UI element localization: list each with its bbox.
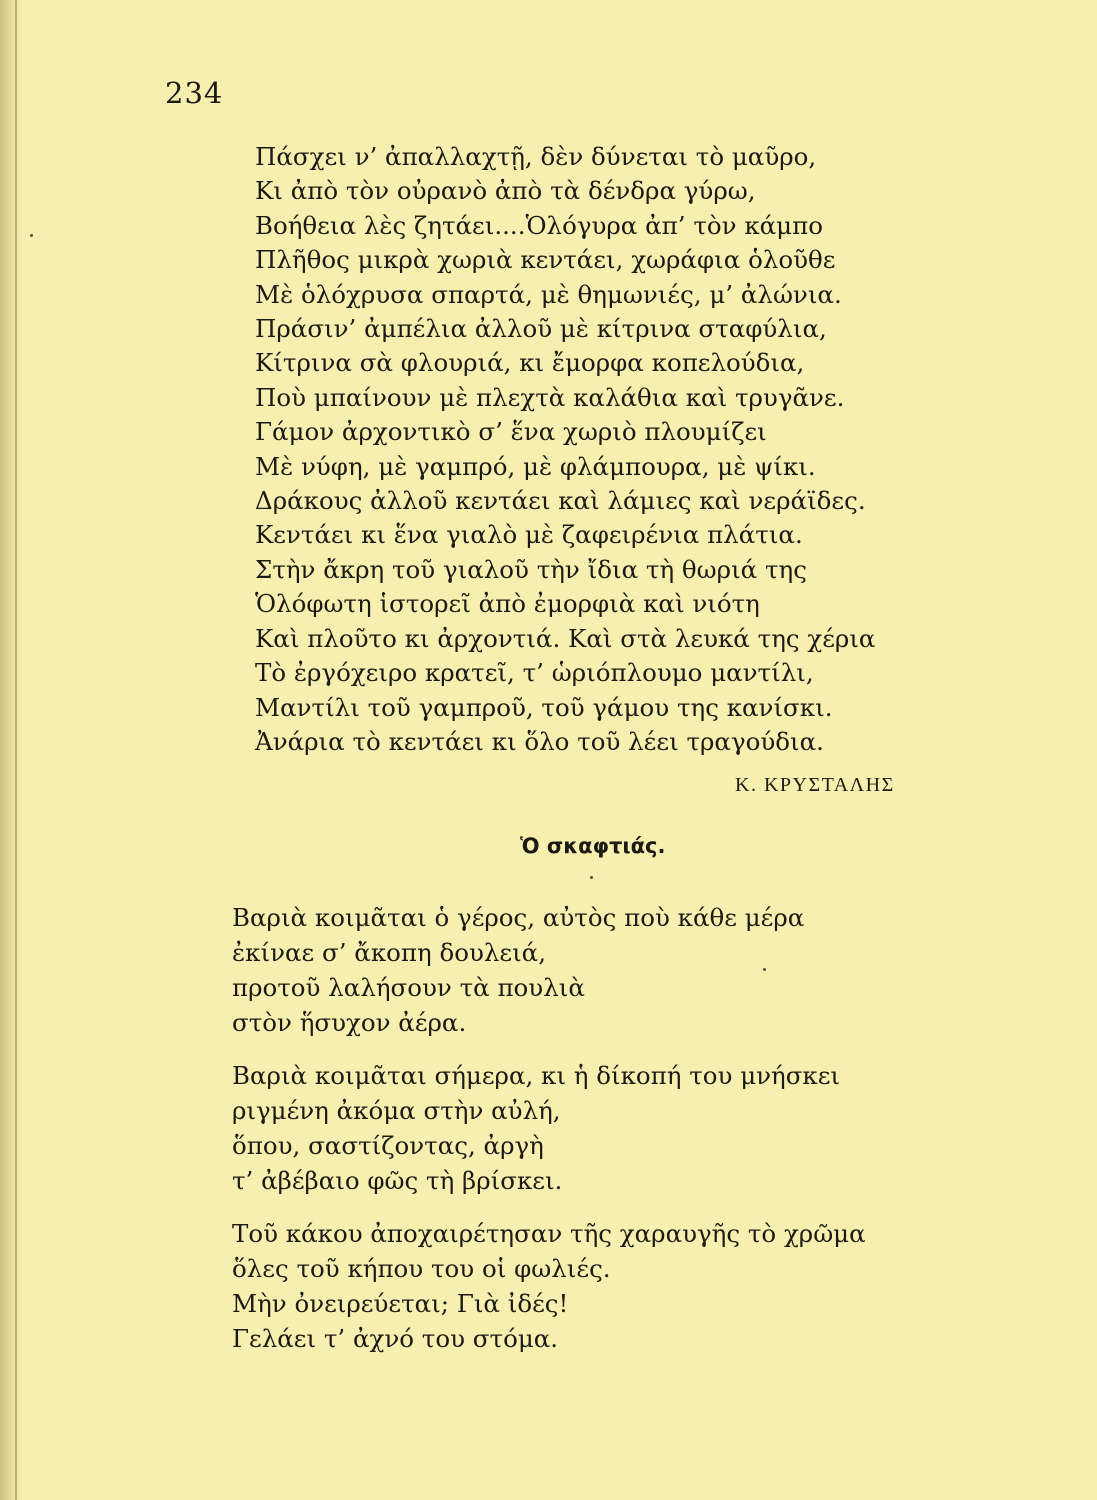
poem-line: Γελάει τ’ ἀχνό του στόμα. (232, 1324, 559, 1353)
paper-speck (590, 876, 593, 879)
poem-line: τ’ ἀβέβαιο φῶς τὴ βρίσκει. (232, 1166, 563, 1195)
poem-stanza (255, 140, 1015, 759)
paper-speck (763, 968, 766, 971)
poem-line: Μὲ ὁλόχρυσα σπαρτά, μὲ θημωνιές, μ’ ἀλώνια. (255, 279, 842, 309)
poem-line: Κίτρινα σὰ φλουριά, κι ἔμορφα κοπελούδια, (255, 348, 805, 378)
poem-line: Κι ἀπὸ τὸν οὐρανὸ ἀπὸ τὰ δένδρα γύρω, (255, 176, 756, 206)
poem-line: ὅπου, σαστίζοντας, ἀργὴ (232, 1131, 544, 1160)
poem-stanza (232, 1216, 1032, 1356)
page-gutter-shadow (0, 0, 22, 1500)
poem-line: Στὴν ἄκρη τοῦ γιαλοῦ τὴν ἴδια τὴ θωριά της (255, 554, 807, 584)
poem-line: Βαριὰ κοιμᾶται ὁ γέρος, αὐτὸς ποὺ κάθε μέρα (232, 903, 805, 932)
poem-line: Μὴν ὀνειρεύεται; Γιὰ ἰδές! (232, 1289, 569, 1318)
poem-stanza (232, 1058, 1032, 1198)
author-signature: Κ. ΚΡΥΣΤΑΛΗΣ (735, 774, 895, 796)
poem-line: Τοῦ κάκου ἀποχαιρέτησαν τῆς χαραυγῆς τὸ χρῶμα (232, 1219, 866, 1248)
poem-line: Πράσιν’ ἀμπέλια ἀλλοῦ μὲ κίτρινα σταφύλια, (255, 314, 827, 344)
poem-line: Τὸ ἐργόχειρο κρατεῖ, τ’ ὡριόπλουμο μαντίλι, (255, 658, 814, 688)
poem-line: ριγμένη ἀκόμα στὴν αὐλή, (232, 1096, 561, 1125)
poem-line: προτοῦ λαλήσουν τὰ πουλιὰ (232, 973, 585, 1002)
poem-line: Καὶ πλοῦτο κι ἀρχοντιά. Καὶ στὰ λευκά της χέρια (255, 623, 876, 653)
poem-title: Ὁ σκαφτιάς. (520, 834, 666, 858)
poem-line: ἐκίναε σ’ ἄκοπη δουλειά, (232, 938, 547, 967)
poem-line: Βοήθεια λὲς ζητάει....Ὁλόγυρα ἀπ’ τὸν κάμπο (255, 210, 823, 240)
gutter-line (15, 0, 17, 1500)
poem-line: Βαριὰ κοιμᾶται σήμερα, κι ἡ δίκοπή του μνήσκει (232, 1061, 841, 1090)
poem-line: Πάσχει ν’ ἀπαλλαχτῇ, δὲν δύνεται τὸ μαῦρο, (255, 142, 817, 171)
poem-line: Μὲ νύφη, μὲ γαμπρό, μὲ φλάμπουρα, μὲ ψίκι. (255, 451, 816, 481)
poem-line: Κεντάει κι ἕνα γιαλὸ μὲ ζαφειρένια πλάτια. (255, 520, 803, 550)
paper-speck (30, 234, 33, 237)
poem-line: στὸν ἥσυχον ἀέρα. (232, 1008, 467, 1037)
poem-line: Γάμον ἀρχοντικὸ σ’ ἕνα χωριὸ πλουμίζει (255, 417, 767, 447)
poem-line: Μαντίλι τοῦ γαμπροῦ, τοῦ γάμου της κανίσκι. (255, 692, 833, 722)
page-number: 234 (165, 76, 224, 110)
poem-line: Δράκους ἀλλοῦ κεντάει καὶ λάμιες καὶ νεράϊδες. (255, 486, 866, 516)
poem-line: Ὁλόφωτη ἱστορεῖ ἀπὸ ἐμορφιὰ καὶ νιότη (255, 589, 760, 619)
poem-line: Ἀνάρια τὸ κεντάει κι ὅλο τοῦ λέει τραγούδια. (255, 726, 824, 756)
poem-line: Πλῆθος μικρὰ χωριὰ κεντάει, χωράφια ὁλοῦθε (255, 245, 836, 275)
poem-line: Ποὺ μπαίνουν μὲ πλεχτὰ καλάθια καὶ τρυγᾶνε. (255, 382, 845, 412)
poem-stanza (232, 900, 1032, 1040)
poem-line: ὅλες τοῦ κήπου του οἱ φωλιές. (232, 1254, 611, 1283)
